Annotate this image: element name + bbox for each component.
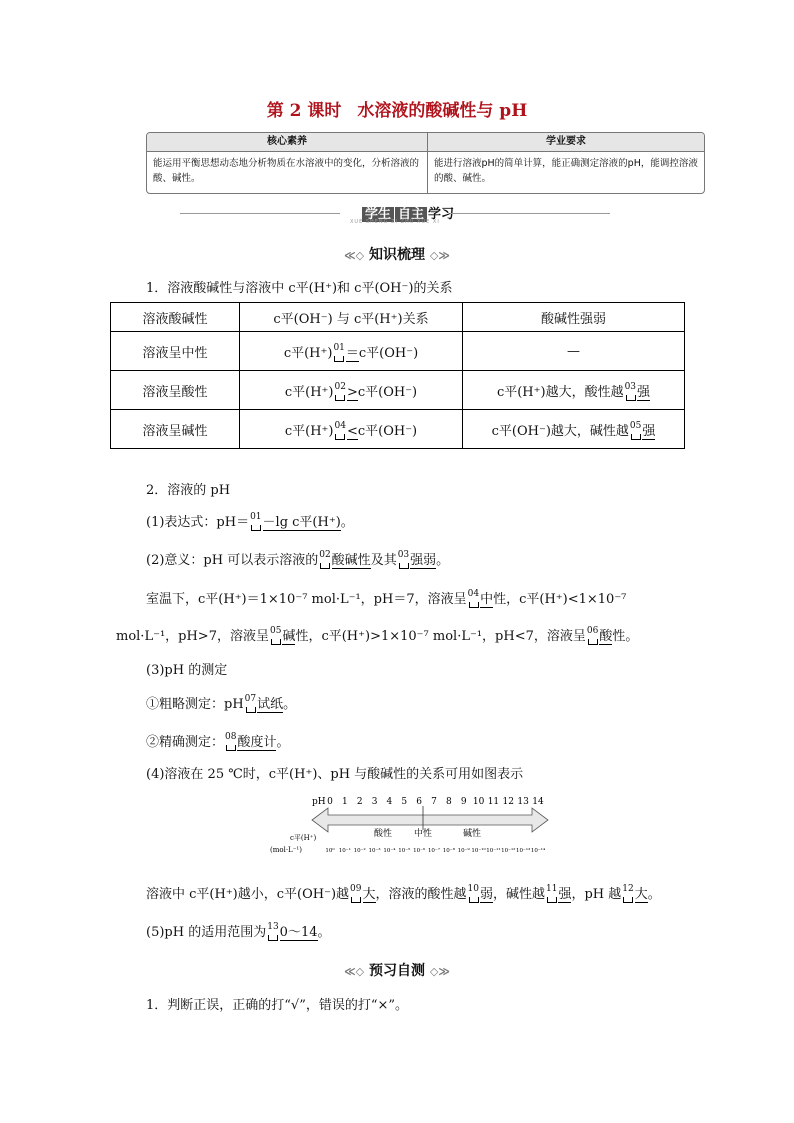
core-literacy-header: 核心素养	[147, 133, 427, 152]
conc-ticks	[325, 847, 546, 854]
divider	[180, 213, 340, 214]
ph-tick: 4	[386, 797, 393, 807]
paragraph: 1．判断正误，正确的打“√”，错误的打“×”。	[146, 998, 409, 1013]
ph-label: pH	[312, 797, 326, 807]
preview-heading: ≪◇ 预习自测 ◇≫	[344, 963, 450, 979]
academic-req-header: 学业要求	[428, 133, 704, 152]
ph-tick: 5	[401, 797, 408, 807]
conc-tick: 10⁻¹⁴	[530, 848, 546, 854]
ph-tick: 9	[460, 797, 467, 807]
paragraph: 2．溶液的 pH	[146, 483, 231, 498]
base-label: 碱性	[463, 829, 482, 839]
paragraph: (1)表达式：pH＝01 －lg c平(H⁺)。	[146, 512, 354, 530]
divider	[450, 213, 610, 214]
academic-req-body: 能进行溶液pH的简单计算，能正确测定溶液的pH，能调控溶液的酸、碱性。	[434, 158, 698, 184]
ph-tick: 14	[532, 797, 544, 807]
ph-tick: 6	[416, 797, 423, 807]
ph-tick: 13	[517, 797, 529, 807]
section-pinyin: XUE SHENG ZI ZHU XUE XI	[350, 219, 440, 225]
conc-tick: 10⁻¹²	[501, 848, 516, 854]
conc-tick: 10⁻⁴	[383, 848, 396, 854]
paragraph: (5)pH 的适用范围为13 0～14。	[146, 922, 331, 940]
ph-tick: 11	[487, 797, 500, 807]
paragraph: (2)意义：pH 可以表示溶液的02 酸碱性及其03 强弱。	[146, 550, 450, 568]
conc-tick: 10⁻¹	[338, 848, 351, 854]
paragraph: 室温下，c平(H⁺)＝1×10⁻⁷ mol·L⁻¹，pH＝7，溶液呈04 中性，c平(H⁺)<1×10⁻⁷	[146, 589, 627, 607]
table-row: 溶液呈酸性 c平(H⁺)02 >c平(OH⁻) c平(H⁺)越大，酸性越03 强	[111, 371, 685, 410]
paragraph: mol·L⁻¹，pH>7，溶液呈05 碱性，c平(H⁺)>1×10⁻⁷ mol·L⁻¹，pH<7，溶液呈06 酸性。	[116, 626, 639, 644]
paragraph: 溶液中 c平(H⁺)越小，c平(OH⁻)越09 大，溶液的酸性越10 弱，碱性越11 强，pH 越12 大。	[146, 884, 661, 902]
ph-tick: 3	[371, 797, 378, 807]
ph-ticks	[327, 797, 544, 807]
ph-tick: 1	[341, 797, 348, 807]
paragraph: (3)pH 的测定	[146, 663, 228, 678]
knowledge-heading: ≪◇ 知识梳理 ◇≫	[344, 247, 450, 263]
conc-tick: 10⁻⁵	[398, 848, 411, 854]
conc-tick: 10⁻⁷	[427, 848, 441, 854]
conc-label: c平(H⁺)	[290, 834, 317, 842]
ph-tick: 7	[431, 797, 437, 807]
ph-scale-diagram	[268, 788, 558, 860]
ph-tick: 10	[472, 797, 485, 807]
conc-tick: 10⁰	[325, 848, 335, 854]
conc-tick: 10⁻³	[368, 848, 381, 854]
paragraph: 1．溶液酸碱性与溶液中 c平(H⁺)和 c平(OH⁻)的关系	[146, 281, 453, 296]
paragraph: ①粗略测定：pH07 试纸。	[146, 694, 297, 712]
paragraph: ②精确测定：08 酸度计。	[146, 732, 290, 750]
ph-tick: 2	[356, 797, 363, 807]
core-literacy-body: 能运用平衡思想动态地分析物质在水溶液中的变化，分析溶液的酸、碱性。	[153, 158, 420, 184]
table-row: 溶液呈碱性 c平(H⁺)04 <c平(OH⁻) c平(OH⁻)越大，碱性越05 强	[111, 410, 685, 449]
page-title: 第 2 课时 水溶液的酸碱性与 pH	[266, 101, 528, 121]
table-row: 溶液呈中性 c平(H⁺)01 ＝c平(OH⁻) —	[111, 332, 685, 371]
neutral-label: 中性	[414, 829, 433, 839]
conc-tick: 10⁻²	[353, 848, 366, 854]
conc-tick: 10⁻¹³	[515, 848, 531, 854]
acidity-table	[110, 302, 685, 449]
conc-tick: 10⁻¹⁰	[471, 848, 486, 854]
section-header	[180, 202, 610, 228]
ph-tick: 12	[502, 797, 515, 807]
unit-label: (mol·L⁻¹)	[270, 846, 302, 854]
acid-label: 酸性	[374, 829, 393, 839]
ph-tick: 0	[327, 797, 333, 807]
conc-tick: 10⁻⁸	[442, 848, 455, 854]
objectives-banner	[146, 132, 705, 194]
conc-tick: 10⁻¹¹	[486, 848, 501, 854]
conc-tick: 10⁻⁹	[457, 848, 470, 854]
academic-req-column	[428, 133, 704, 193]
ph-tick: 8	[445, 797, 452, 807]
section-title: 学生 自主 学习	[362, 203, 454, 222]
core-literacy-column	[147, 133, 428, 193]
table-header-row: 溶液酸碱性 c平(OH⁻) 与 c平(H⁺)关系 酸碱性强弱	[111, 303, 685, 332]
conc-tick: 10⁻⁶	[413, 848, 426, 854]
paragraph: (4)溶液在 25 ℃时，c平(H⁺)、pH 与酸碱性的关系可用如图表示	[146, 767, 524, 782]
